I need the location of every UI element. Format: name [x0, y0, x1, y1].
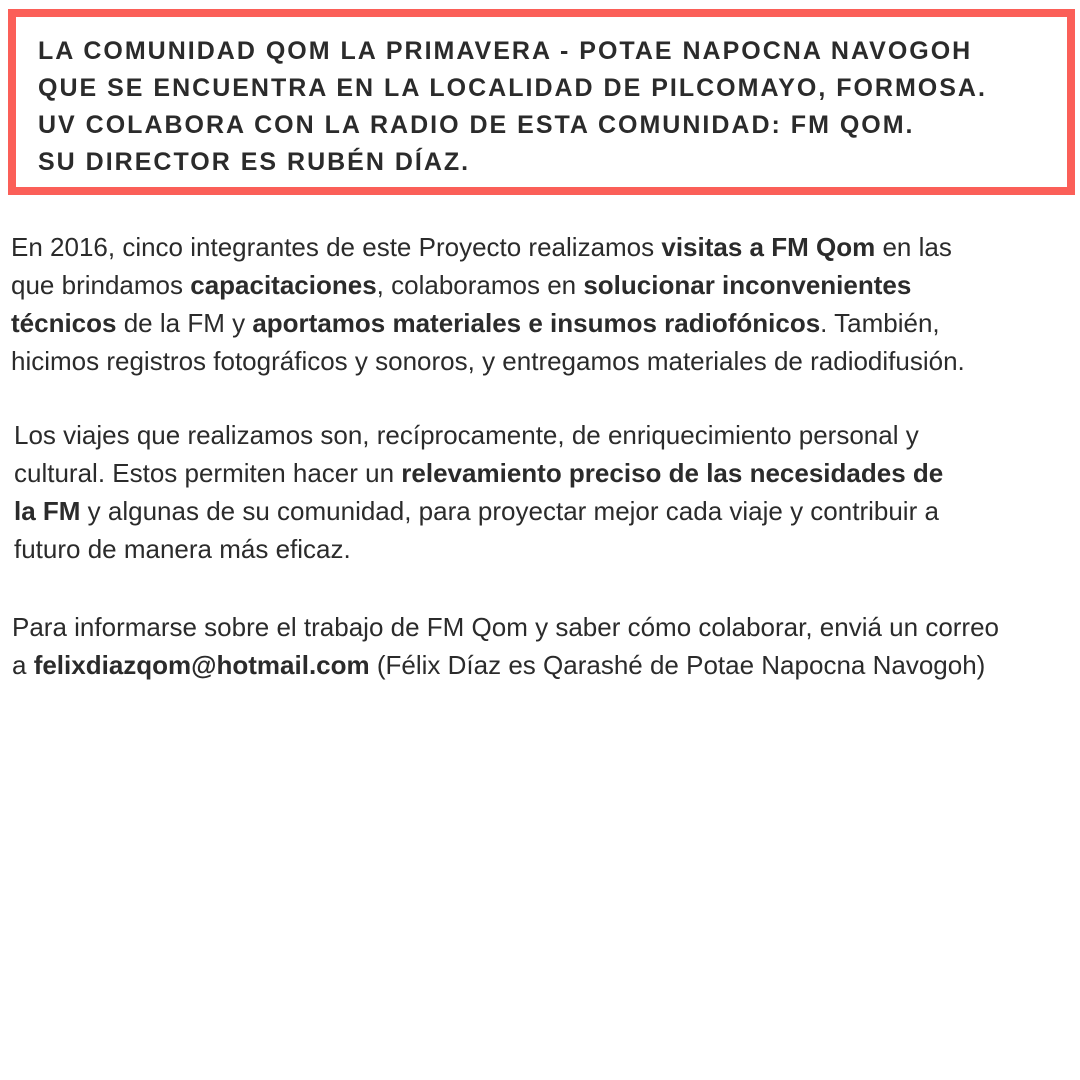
- text-segment: hicimos registros fotográficos y sonoros, y entregamos materiales de radiodifusión.: [11, 346, 965, 376]
- text-segment: de la FM y: [116, 308, 253, 338]
- text-segment-bold: relevamiento preciso de las necesidades de: [401, 458, 944, 488]
- paragraph-contacto: [12, 608, 999, 684]
- text-line: [14, 530, 943, 568]
- text-line: [11, 228, 965, 266]
- text-line: [11, 304, 965, 342]
- text-segment: (Félix Díaz es Qarashé de Potae Napocna Navogoh): [369, 650, 986, 680]
- text-segment-bold: la FM: [14, 496, 81, 526]
- text-line: [14, 492, 943, 530]
- text-segment: en las: [875, 232, 952, 262]
- paragraph-viajes: [14, 416, 943, 568]
- header-line: QUE SE ENCUENTRA EN LA LOCALIDAD DE PILCOMAYO, FORMOSA.: [38, 74, 987, 102]
- text-line: [14, 454, 943, 492]
- text-line: [12, 608, 999, 646]
- text-segment-bold: aportamos materiales e insumos radiofónicos: [252, 308, 821, 338]
- text-line: [11, 342, 965, 380]
- text-segment: que brindamos: [11, 270, 191, 300]
- header-box: [8, 9, 1075, 195]
- text-segment-bold: capacitaciones: [190, 270, 377, 300]
- paragraph-visitas: [11, 228, 965, 380]
- text-segment-bold: visitas a FM Qom: [661, 232, 876, 262]
- text-segment: , colaboramos en: [376, 270, 584, 300]
- text-segment-bold: técnicos: [11, 308, 117, 338]
- text-line: [11, 266, 965, 304]
- text-segment-bold: solucionar inconvenientes: [583, 270, 912, 300]
- text-line: [14, 416, 943, 454]
- text-line: [12, 646, 999, 684]
- text-segment: a: [12, 650, 34, 680]
- text-segment: cultural. Estos permiten hacer un: [14, 458, 402, 488]
- text-segment: y algunas de su comunidad, para proyectar mejor cada viaje y contribuir a: [80, 496, 939, 526]
- text-segment: futuro de manera más eficaz.: [14, 534, 351, 564]
- header-line: SU DIRECTOR ES RUBÉN DÍAZ.: [38, 148, 471, 176]
- text-segment: Para informarse sobre el trabajo de FM Qom y saber cómo colaborar, enviá un correo: [12, 612, 1000, 642]
- text-segment: Los viajes que realizamos son, recíprocamente, de enriquecimiento personal y: [14, 420, 919, 450]
- text-segment: En 2016, cinco integrantes de este Proyecto realizamos: [11, 232, 662, 262]
- header-line: LA COMUNIDAD QOM LA PRIMAVERA - POTAE NAPOCNA NAVOGOH: [38, 37, 973, 65]
- text-segment: . También,: [820, 308, 940, 338]
- header-line: UV COLABORA CON LA RADIO DE ESTA COMUNIDAD: FM QOM.: [38, 111, 915, 139]
- contact-email: felixdiazqom@hotmail.com: [33, 650, 370, 680]
